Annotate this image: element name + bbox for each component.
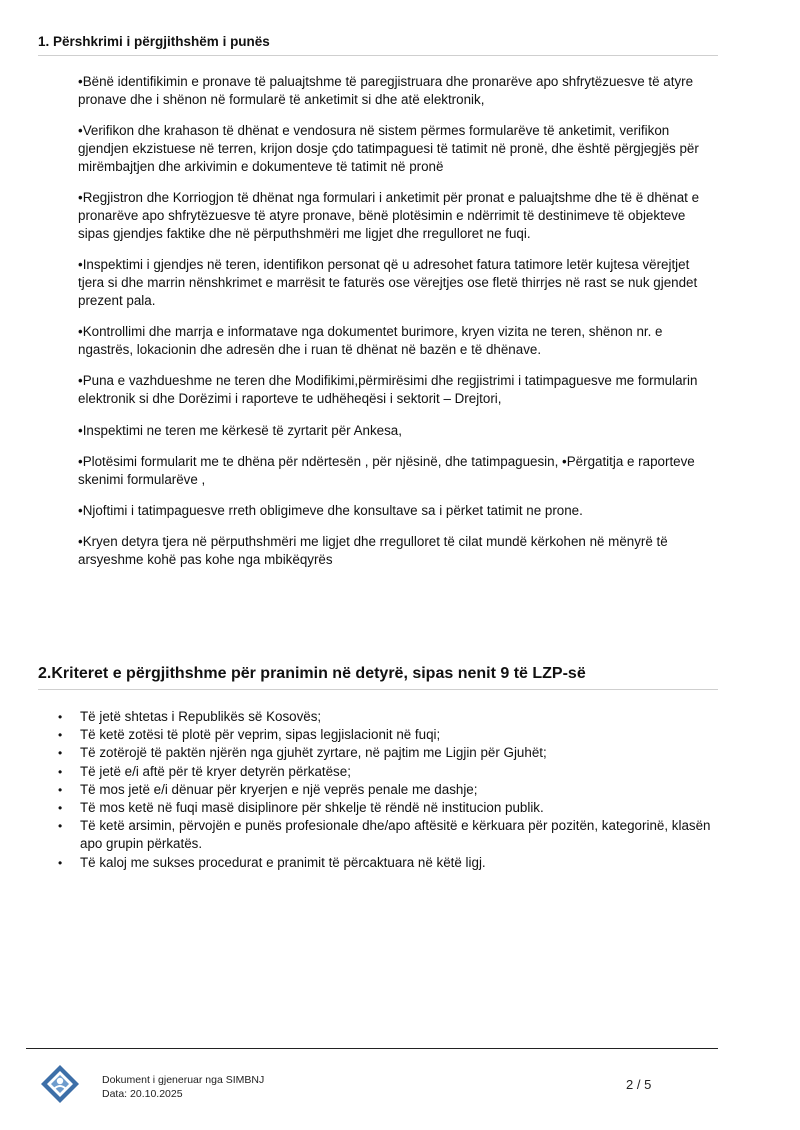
criteria-item: • Të zotërojë të paktën njërën nga gjuhët zyrtare, në pajtim me Ligjin për Gjuhët;: [58, 744, 718, 762]
footer-divider: [26, 1048, 718, 1049]
criteria-item: • Të ketë zotësi të plotë për veprim, sipas legjislacionit në fuqi;: [58, 726, 718, 744]
criteria-item: • Të kaloj me sukses procedurat e pranimit të përcaktuara në këtë ligj.: [58, 854, 718, 872]
duty-item: •Bënë identifikimin e pronave të paluajtshme të paregjistruara dhe pronarëve apo shfrytëzuesve të atyre pronave dhe i shënon në formularë të anketimit si dhe atë elektronik,: [78, 74, 694, 107]
footer-date: Data: 20.10.2025: [102, 1088, 183, 1100]
duty-item: •Kontrollimi dhe marrja e informatave nga dokumentet burimore, kryen vizita ne teren, shënon nr. e ngastrës, lokacionin dhe adresën dhe i ruan të dhënat në bazën e të dhënave.: [78, 324, 663, 357]
duty-item: •Inspektimi ne teren me kërkesë të zyrtarit për Ankesa,: [78, 423, 402, 438]
section-2-title: 2.Kriteret e përgjithshme për pranimin në detyrë, sipas nenit 9 të LZP-së: [38, 665, 718, 690]
duty-item: •Plotësimi formularit me te dhëna për ndërtesën , për njësinë, dhe tatimpaguesin, •Përgatitja e raporteve skenimi formularëve ,: [78, 454, 695, 487]
footer-info: [102, 1073, 264, 1101]
duty-item: •Regjistron dhe Korriogjon të dhënat nga formulari i anketimit për pronat e paluajtshme dhe të ë dhënat e pronarëve apo shfrytëzuesve të atyre pronave, bënë plotësimin e ndërrimit të destinimeve të objekteve sipas gjendjes faktike dhe në përputhshmëri me ligjet dhe rregulloret ne fuqi.: [78, 190, 700, 241]
criteria-list: [58, 708, 718, 872]
section-1-title: 1. Përshkrimi i përgjithshëm i punës: [38, 34, 718, 56]
criteria-item: • Të jetë e/i aftë për të kryer detyrën përkatëse;: [58, 763, 718, 781]
page-number: 2 / 5: [626, 1077, 652, 1092]
footer-generated-by: Dokument i gjeneruar nga SIMBNJ: [102, 1074, 265, 1086]
criteria-item: • Të ketë arsimin, përvojën e punës profesionale dhe/apo aftësitë e kërkuara për pozitën, kategorinë, klasën apo grupin përkatës.: [58, 817, 718, 853]
duty-item: •Njoftimi i tatimpaguesve rreth obligimeve dhe konsultave sa i përket tatimit ne prone.: [78, 503, 583, 518]
criteria-item: • Të mos ketë në fuqi masë disiplinore për shkelje të rëndë në institucion publik.: [58, 799, 718, 817]
duty-item: •Kryen detyra tjera në përputhshmëri me ligjet dhe rregulloret të cilat mundë kërkohen në mënyrë të arsyeshme kohë pas kohe nga mbikëqyrës: [78, 534, 668, 567]
duty-item: •Inspektimi i gjendjes në teren, identifikon personat që u adresohet fatura tatimore letër kujtesa vërejtjet tjera si dhe marrin nënshkrimet e marrësit te faturës ose vërejtjes ose fletë thirrjes në rast se nuk gjendet prezent pala.: [78, 257, 698, 308]
criteria-item: • Të jetë shtetas i Republikës së Kosovës;: [58, 708, 718, 726]
duty-item: •Puna e vazhdueshme ne teren dhe Modifikimi,përmirësimi dhe regjistrimi i tatimpaguesve me formularin elektronik si dhe Dorëzimi i raporteve te udhëheqësi i sektorit – Drejtori,: [78, 373, 698, 406]
criteria-item: • Të mos jetë e/i dënuar për kryerjen e një veprës penale me dashje;: [58, 781, 718, 799]
simbnj-logo-icon: [40, 1064, 80, 1104]
duty-item: •Verifikon dhe krahason të dhënat e vendosura në sistem përmes formularëve të anketimit, verifikon gjendjen ekzistuese në terren, krijon dosje çdo tatimpaguesi të tatimit në pronë, dhe është përgjegjës për mirëmbajtjen dhe arkivimin e dokumenteve të tatimit në pronë: [78, 123, 699, 174]
